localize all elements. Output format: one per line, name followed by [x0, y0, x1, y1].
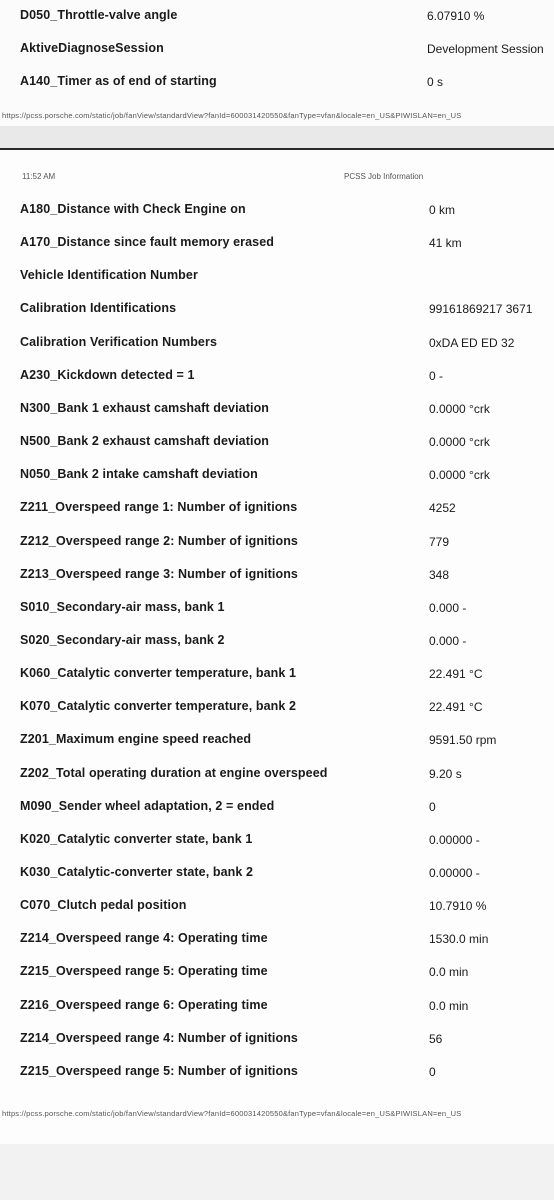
parameter-label: N300_Bank 1 exhaust camshaft deviation: [20, 400, 270, 415]
parameter-label: S020_Secondary-air mass, bank 2: [20, 632, 225, 647]
data-row: [0, 567, 554, 587]
page-break: [0, 126, 554, 150]
parameter-value: 0.000 -: [429, 600, 467, 615]
parameter-value: 0.0 min: [429, 965, 469, 980]
parameter-label: M090_Sender wheel adaptation, 2 = ended: [20, 798, 275, 813]
data-row: [0, 500, 554, 520]
parameter-label: A180_Distance with Check Engine on: [20, 202, 246, 216]
data-row: [0, 998, 554, 1018]
data-row: [0, 832, 554, 852]
parameter-label: Z201_Maximum engine speed reached: [20, 732, 252, 747]
parameter-value: 0xDA ED ED 32: [429, 335, 515, 350]
print-footer-url: https://pcss.porsche.com/static/job/fanView/standardView?fanId=600031420550&fanType=vfan&locale=en_US&PIWISLAN=en_US: [2, 111, 462, 120]
data-row: [0, 41, 554, 61]
parameter-value: 0.0000 °crk: [429, 435, 490, 449]
parameter-label: K060_Catalytic converter temperature, bank 1: [20, 666, 297, 681]
parameter-label: K030_Catalytic-converter state, bank 2: [20, 865, 254, 879]
parameter-value: 0.0000 °crk: [429, 401, 490, 416]
data-row: [0, 964, 554, 984]
parameter-value: 0.0000 °crk: [429, 468, 490, 483]
data-row: [0, 268, 554, 288]
data-row: [0, 467, 554, 487]
parameter-value: 22.491 °C: [429, 700, 483, 715]
parameter-label: Vehicle Identification Number: [20, 268, 198, 283]
data-row: [0, 74, 554, 94]
data-row: [0, 766, 554, 786]
data-row: [0, 368, 554, 388]
parameter-value: 9591.50 rpm: [429, 733, 497, 748]
parameter-value: 0.00000 -: [429, 832, 480, 847]
parameter-label: S010_Secondary-air mass, bank 1: [20, 599, 225, 614]
parameter-label: C070_Clutch pedal position: [20, 898, 187, 913]
data-row: [0, 931, 554, 951]
parameter-value: 0 -: [429, 368, 444, 383]
blank-area: [0, 1144, 554, 1200]
parameter-value: 41 km: [429, 236, 462, 251]
data-row: [0, 235, 554, 255]
parameter-label: Z211_Overspeed range 1: Number of ignitions: [20, 500, 298, 515]
parameter-value: 99161869217 3671: [429, 302, 533, 317]
data-row: [0, 301, 554, 321]
data-row: [0, 898, 554, 918]
data-row: [0, 600, 554, 620]
parameter-label: A170_Distance since fault memory erased: [20, 235, 275, 250]
data-row: [0, 335, 554, 355]
data-row: [0, 8, 554, 28]
data-row: [0, 865, 554, 885]
data-row: [0, 202, 554, 222]
parameter-value: 0.00000 -: [429, 866, 480, 880]
data-row: [0, 534, 554, 554]
data-row: [0, 732, 554, 752]
parameter-label: Calibration Verification Numbers: [20, 334, 217, 349]
parameter-label: Z215_Overspeed range 5: Number of ignitions: [20, 1063, 298, 1078]
data-row: [0, 401, 554, 421]
parameter-value: 0.000 -: [429, 633, 467, 648]
parameter-label: D050_Throttle-valve angle: [20, 8, 178, 22]
parameter-label: Z212_Overspeed range 2: Number of ignitions: [20, 533, 298, 548]
parameter-label: N500_Bank 2 exhaust camshaft deviation: [20, 434, 270, 448]
parameter-label: Z213_Overspeed range 3: Number of ignitions: [20, 566, 298, 581]
data-row: [0, 1064, 554, 1084]
print-footer-url: https://pcss.porsche.com/static/job/fanView/standardView?fanId=600031420550&fanType=vfan&locale=en_US&PIWISLAN=en_US: [2, 1109, 462, 1118]
parameter-label: Z202_Total operating duration at engine overspeed: [20, 765, 328, 780]
parameter-value: 10.7910 %: [429, 899, 487, 914]
parameter-value: 0 km: [429, 203, 456, 217]
parameter-value: 0 s: [427, 75, 444, 89]
parameter-value: 1530.0 min: [429, 932, 489, 947]
parameter-value: Development Session: [427, 42, 544, 56]
parameter-label: A230_Kickdown detected = 1: [20, 367, 195, 382]
parameter-value: 348: [429, 567, 450, 582]
parameter-label: K070_Catalytic converter temperature, bank 2: [20, 699, 297, 714]
parameter-label: Z216_Overspeed range 6: Operating time: [20, 997, 268, 1012]
parameter-label: Z214_Overspeed range 4: Operating time: [20, 931, 268, 946]
parameter-value: 779: [429, 534, 450, 549]
parameter-label: Z214_Overspeed range 4: Number of ignitions: [20, 1030, 298, 1045]
parameter-value: 56: [429, 1031, 443, 1046]
data-row: [0, 434, 554, 454]
parameter-value: 0.0 min: [429, 998, 469, 1013]
print-page-title: PCSS Job Information: [344, 172, 424, 181]
data-row: [0, 633, 554, 653]
parameter-label: N050_Bank 2 intake camshaft deviation: [20, 467, 258, 482]
parameter-value: 0: [429, 799, 436, 814]
parameter-value: 4252: [429, 501, 456, 516]
parameter-value: 6.07910 %: [427, 9, 485, 23]
data-row: [0, 699, 554, 719]
data-row: [0, 666, 554, 686]
previous-page-fragment: [0, 0, 554, 126]
parameter-label: Calibration Identifications: [20, 301, 177, 316]
parameter-value: 0: [429, 1064, 436, 1079]
parameter-value: 9.20 s: [429, 766, 462, 781]
print-timestamp: 11:52 AM: [22, 172, 56, 181]
current-page: [0, 150, 554, 1144]
parameter-label: Z215_Overspeed range 5: Operating time: [20, 964, 268, 979]
data-row: [0, 799, 554, 819]
parameter-label: K020_Catalytic converter state, bank 1: [20, 831, 253, 846]
parameter-value: 22.491 °C: [429, 667, 483, 682]
parameter-label: AktiveDiagnoseSession: [20, 41, 164, 55]
parameter-label: A140_Timer as of end of starting: [20, 74, 217, 88]
data-row: [0, 1031, 554, 1051]
